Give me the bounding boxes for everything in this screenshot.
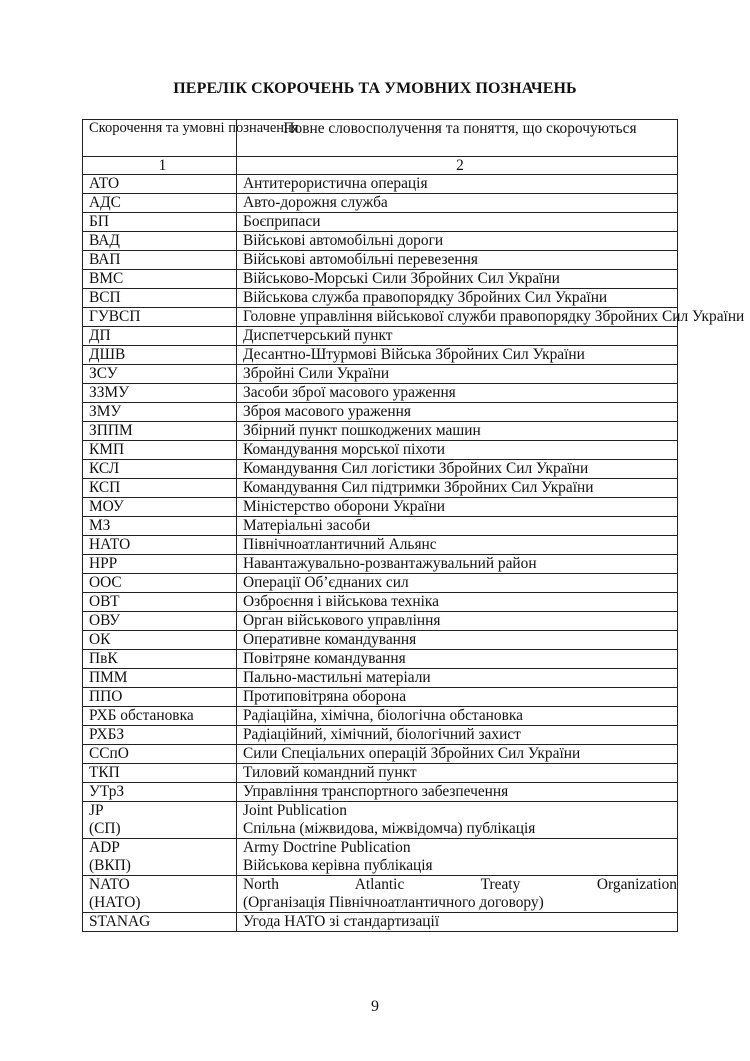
full-term-text: Пально-мастильні матеріали	[243, 669, 431, 686]
full-term-text: Збройні Сили України	[243, 365, 390, 382]
full-term-text: Управління транспортного забезпечення	[243, 783, 509, 800]
full-term-text: Army Doctrine Publication	[243, 839, 411, 856]
table-row	[83, 631, 678, 650]
full-term-text: Десантно-Штурмові Війська Збройних Сил України	[243, 346, 585, 363]
table-row	[83, 346, 678, 365]
full-term-cell	[237, 764, 678, 783]
full-term-text: Військова керівна публікація	[243, 857, 433, 874]
abbreviation-text: NATO	[89, 876, 130, 893]
abbreviation-text: (НАТО)	[89, 894, 141, 911]
full-term-text: Військова служба правопорядку Збройних Сил України	[243, 289, 608, 306]
table-row	[83, 745, 678, 764]
full-term-text: Головне управління військової служби правопорядку Збройних Сил України	[243, 308, 745, 325]
full-term-cell	[237, 327, 678, 346]
table-row	[83, 308, 678, 327]
full-term-text: Радіаційний, хімічний, біологічний захист	[243, 726, 521, 743]
abbreviation-cell	[83, 593, 237, 612]
full-term-text: North Atlantic Treaty Organization	[243, 876, 677, 893]
table-header-row	[83, 120, 678, 157]
table-row	[83, 688, 678, 707]
abbreviation-text: ЗСУ	[89, 365, 118, 382]
table-row	[83, 441, 678, 460]
table-row	[83, 403, 678, 422]
abbreviation-cell	[83, 555, 237, 574]
full-term-cell	[237, 726, 678, 745]
abbreviation-cell	[83, 403, 237, 422]
abbreviation-text: ОК	[89, 631, 111, 648]
full-term-cell	[237, 517, 678, 536]
full-term-text: Командування Сил логістики Збройних Сил України	[243, 460, 589, 477]
full-term-text: Озброєння і військова техніка	[243, 593, 439, 610]
abbreviation-text: (СП)	[89, 820, 121, 837]
full-term-cell	[237, 913, 678, 932]
abbreviation-text: НАТО	[89, 536, 131, 553]
full-term-text: (Організація Північноатлантичного договору)	[243, 894, 544, 911]
full-term-cell	[237, 802, 678, 839]
full-term-cell	[237, 593, 678, 612]
full-term-cell	[237, 346, 678, 365]
full-term-cell	[237, 876, 678, 913]
abbreviation-cell	[83, 289, 237, 308]
abbreviation-text: ДП	[89, 327, 111, 344]
table-row	[83, 517, 678, 536]
abbreviation-text: ВСП	[89, 289, 121, 306]
abbreviation-cell	[83, 479, 237, 498]
full-term-text: Боєприпаси	[243, 213, 321, 230]
full-term-text: Матеріальні засоби	[243, 517, 371, 534]
full-term-text: Командування морської піхоти	[243, 441, 445, 458]
full-term-text: Угода НАТО зі стандартизації	[243, 913, 440, 930]
abbreviation-text: АТО	[89, 175, 120, 192]
table-row	[83, 669, 678, 688]
table-row	[83, 289, 678, 308]
abbreviation-text: (ВКП)	[89, 857, 131, 874]
abbreviation-text: ООС	[89, 574, 122, 591]
abbreviation-cell	[83, 232, 237, 251]
abbreviation-cell	[83, 612, 237, 631]
abbreviation-cell	[83, 251, 237, 270]
table-row	[83, 175, 678, 194]
full-term-text: Військові автомобільні дороги	[243, 232, 444, 249]
abbreviation-cell	[83, 422, 237, 441]
abbreviation-text: КМП	[89, 441, 125, 458]
abbreviation-cell	[83, 876, 237, 913]
table-row	[83, 536, 678, 555]
abbreviation-text: STANAG	[89, 913, 151, 930]
abbreviation-text: ССпО	[89, 745, 129, 762]
full-term-text: Військові автомобільні перевезення	[243, 251, 478, 268]
abbreviation-text: ADP	[89, 839, 120, 856]
full-term-text: Військово-Морські Сили Збройних Сил України	[243, 270, 560, 287]
abbreviation-cell	[83, 441, 237, 460]
abbreviation-text: МЗ	[89, 517, 111, 534]
abbreviation-cell	[83, 802, 237, 839]
full-term-cell	[237, 536, 678, 555]
full-term-text: Оперативне командування	[243, 631, 417, 648]
full-term-text: Зброя масового ураження	[243, 403, 411, 420]
full-term-cell	[237, 612, 678, 631]
full-term-cell	[237, 555, 678, 574]
abbreviation-text: ЗППМ	[89, 422, 133, 439]
abbreviation-cell	[83, 574, 237, 593]
full-term-cell	[237, 365, 678, 384]
table-row	[83, 460, 678, 479]
abbreviation-cell	[83, 517, 237, 536]
table-row	[83, 876, 678, 913]
abbreviation-text: ППО	[89, 688, 123, 705]
full-term-cell	[237, 441, 678, 460]
full-term-cell	[237, 194, 678, 213]
abbreviation-text: ОВУ	[89, 612, 121, 629]
column-number-1: 1	[83, 157, 237, 175]
full-term-text: Навантажувально-розвантажувальний район	[243, 555, 537, 572]
abbreviation-text: РХБЗ	[89, 726, 125, 743]
header-abbreviation: Скорочення та умовні позначення	[83, 120, 237, 157]
full-term-text: Повітряне командування	[243, 650, 406, 667]
full-term-cell	[237, 175, 678, 194]
abbreviation-cell	[83, 650, 237, 669]
abbreviation-cell	[83, 707, 237, 726]
abbreviation-text: ЗМУ	[89, 403, 122, 420]
abbreviation-text: ВАП	[89, 251, 121, 268]
table-row	[83, 783, 678, 802]
table-row	[83, 593, 678, 612]
abbreviation-cell	[83, 365, 237, 384]
full-term-cell	[237, 403, 678, 422]
table-row	[83, 612, 678, 631]
full-term-cell	[237, 384, 678, 403]
table-body	[83, 175, 745, 932]
header-full-term: Повне словосполучення та поняття, що скорочуються	[237, 120, 678, 157]
abbreviation-text: ТКП	[89, 764, 120, 781]
column-number-row	[83, 157, 678, 175]
abbreviation-cell	[83, 384, 237, 403]
table-row	[83, 555, 678, 574]
abbreviation-cell	[83, 913, 237, 932]
full-term-text: Тиловий командний пункт	[243, 764, 417, 781]
full-term-cell	[237, 650, 678, 669]
table-row	[83, 802, 678, 839]
abbreviation-text: УТрЗ	[89, 783, 125, 800]
abbreviation-text: ЗЗМУ	[89, 384, 130, 401]
abbreviation-text: ВАД	[89, 232, 120, 249]
abbreviation-cell	[83, 346, 237, 365]
full-term-cell	[237, 574, 678, 593]
full-term-cell	[237, 251, 678, 270]
full-term-cell	[237, 479, 678, 498]
abbreviation-cell	[83, 327, 237, 346]
abbreviation-cell	[83, 194, 237, 213]
abbreviation-cell	[83, 839, 237, 876]
abbreviation-text: ПвК	[89, 650, 118, 667]
table-row	[83, 270, 678, 289]
abbreviation-cell	[83, 213, 237, 232]
full-term-cell	[237, 422, 678, 441]
full-term-text: Командування Сил підтримки Збройних Сил України	[243, 479, 594, 496]
full-term-text: Збірний пункт пошкоджених машин	[243, 422, 481, 439]
abbreviation-text: ГУВСП	[89, 308, 141, 325]
abbreviation-cell	[83, 745, 237, 764]
abbreviation-text: JP	[89, 802, 104, 819]
abbreviation-cell	[83, 688, 237, 707]
table-row	[83, 213, 678, 232]
table-row	[83, 913, 678, 932]
full-term-cell	[237, 783, 678, 802]
full-term-cell	[237, 308, 745, 327]
abbreviation-text: АДС	[89, 194, 121, 211]
full-term-cell	[237, 498, 678, 517]
abbreviation-text: БП	[89, 213, 109, 230]
full-term-text: Диспетчерський пункт	[243, 327, 393, 344]
abbreviation-cell	[83, 669, 237, 688]
table-row	[83, 384, 678, 403]
full-term-cell	[237, 707, 678, 726]
full-term-text: Орган військового управління	[243, 612, 441, 629]
table-row	[83, 574, 678, 593]
full-term-cell	[237, 745, 678, 764]
abbreviations-table	[82, 119, 745, 932]
full-term-cell	[237, 669, 678, 688]
table-row	[83, 251, 678, 270]
table-row	[83, 707, 678, 726]
full-term-cell	[237, 839, 678, 876]
abbreviation-text: КСП	[89, 479, 121, 496]
abbreviation-text: ВМС	[89, 270, 124, 287]
abbreviation-cell	[83, 631, 237, 650]
full-term-text: Операції Об’єднаних сил	[243, 574, 409, 591]
full-term-text: Joint Publication	[243, 802, 347, 819]
table-row	[83, 726, 678, 745]
full-term-text: Спільна (міжвидова, міжвідомча) публікація	[243, 820, 536, 837]
full-term-cell	[237, 688, 678, 707]
table-row	[83, 479, 678, 498]
abbreviation-cell	[83, 460, 237, 479]
table-row	[83, 422, 678, 441]
full-term-cell	[237, 289, 678, 308]
abbreviation-text: РХБ обстановка	[89, 707, 194, 724]
column-number-2: 2	[237, 157, 678, 175]
abbreviation-cell	[83, 783, 237, 802]
full-term-text: Протиповітряна оборона	[243, 688, 407, 705]
abbreviation-text: ОВТ	[89, 593, 120, 610]
abbreviation-cell	[83, 726, 237, 745]
full-term-text: Авто-дорожня служба	[243, 194, 388, 211]
full-term-text: Засоби зброї масового ураження	[243, 384, 456, 401]
table-row	[83, 839, 678, 876]
abbreviation-cell	[83, 764, 237, 783]
abbreviation-text: ДШВ	[89, 346, 126, 363]
abbreviation-cell	[83, 536, 237, 555]
table-row	[83, 232, 678, 251]
full-term-text: Антитерористична операція	[243, 175, 428, 192]
abbreviation-cell	[83, 308, 237, 327]
full-term-cell	[237, 232, 678, 251]
abbreviation-text: МОУ	[89, 498, 124, 515]
abbreviation-text: НРР	[89, 555, 118, 572]
table-row	[83, 498, 678, 517]
page-title: ПЕРЕЛІК СКОРОЧЕНЬ ТА УМОВНИХ ПОЗНАЧЕНЬ	[173, 80, 577, 97]
full-term-text: Міністерство оборони України	[243, 498, 446, 515]
page-number: 9	[371, 998, 379, 1015]
table-row	[83, 327, 678, 346]
table-row	[83, 365, 678, 384]
full-term-cell	[237, 213, 678, 232]
full-term-text: Радіаційна, хімічна, біологічна обстановка	[243, 707, 523, 724]
abbreviation-text: КСЛ	[89, 460, 120, 477]
abbreviation-text: ПММ	[89, 669, 128, 686]
full-term-text: Сили Спеціальних операцій Збройних Сил України	[243, 745, 581, 762]
table-row	[83, 764, 678, 783]
abbreviation-cell	[83, 498, 237, 517]
table-row	[83, 650, 678, 669]
abbreviation-cell	[83, 175, 237, 194]
full-term-text: Північноатлантичний Альянс	[243, 536, 437, 553]
table-row	[83, 194, 678, 213]
full-term-cell	[237, 270, 678, 289]
full-term-cell	[237, 460, 678, 479]
full-term-cell	[237, 631, 678, 650]
abbreviation-cell	[83, 270, 237, 289]
